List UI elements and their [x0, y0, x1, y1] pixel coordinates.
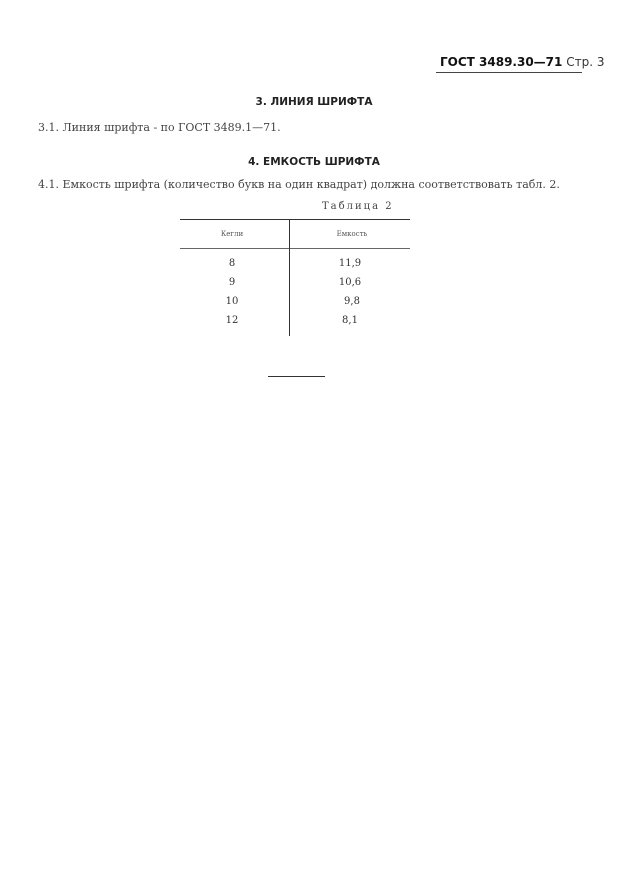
table-caption: Таблица 2 — [322, 201, 394, 212]
table-top-rule — [180, 219, 410, 220]
table-header-rule — [180, 248, 410, 249]
paragraph-3-1: 3.1. Линия шрифта - по ГОСТ 3489.1—71. — [38, 121, 281, 134]
paragraph-4-1: 4.1. Емкость шрифта (количество букв на один квадрат) должна соответствовать табл. 2. — [38, 178, 560, 191]
section-4-heading: 4. ЕМКОСТЬ ШРИФТА — [248, 156, 380, 168]
table-cell: 8,1 — [342, 315, 358, 326]
table-cell: 12 — [225, 315, 239, 326]
column-header-size: Кегли — [220, 230, 244, 238]
document-number: ГОСТ 3489.30—71 — [440, 55, 563, 69]
table-cell: 9,8 — [344, 296, 360, 307]
table-cell: 9 — [228, 277, 236, 288]
header-rule — [436, 72, 582, 73]
table-column-divider — [289, 219, 290, 336]
table-cell: 10 — [225, 296, 239, 307]
end-rule — [268, 376, 325, 377]
page-header — [440, 55, 604, 69]
table-cell: 11,9 — [338, 258, 362, 269]
table-cell: 10,6 — [338, 277, 362, 288]
column-header-capacity: Емкость — [336, 230, 368, 238]
page-number: Стр. 3 — [566, 55, 605, 69]
table-cell: 8 — [228, 258, 236, 269]
section-3-heading: 3. ЛИНИЯ ШРИФТА — [255, 96, 373, 108]
